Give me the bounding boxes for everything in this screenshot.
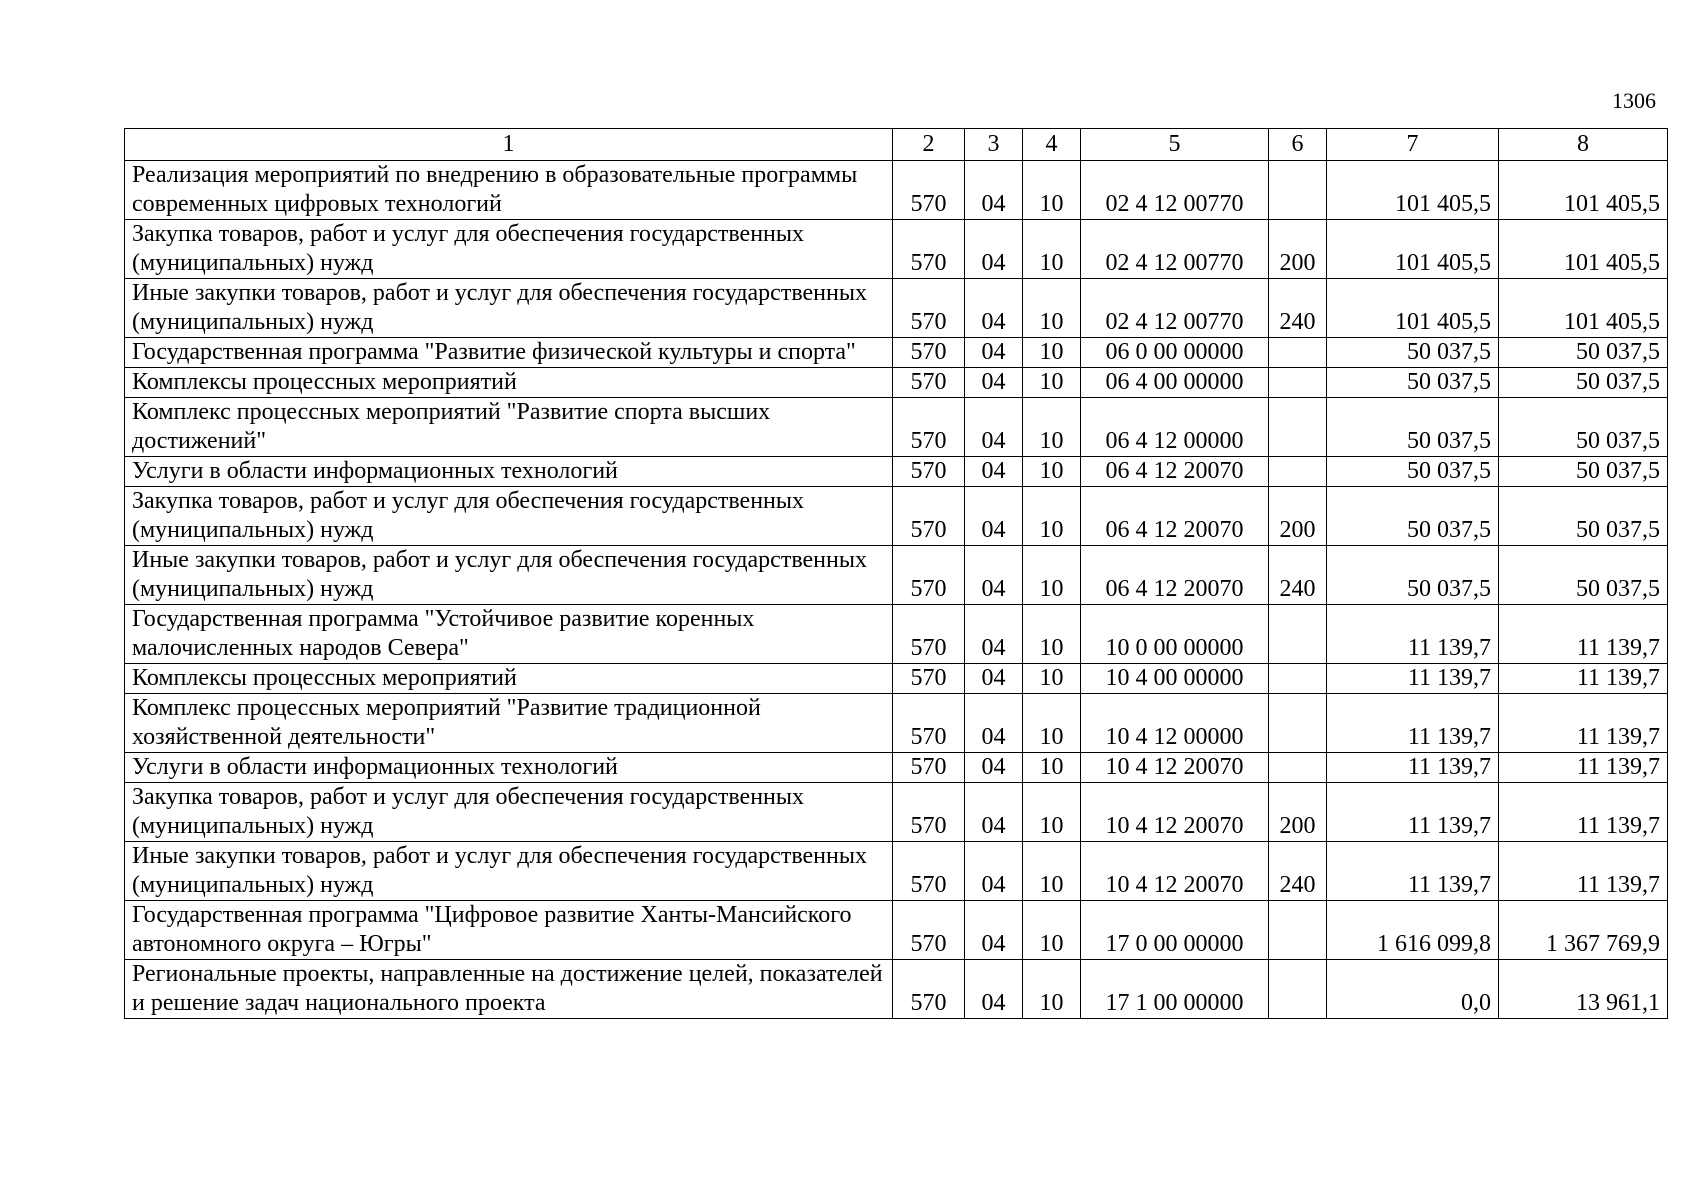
row-subsection: 10 [1023,220,1081,279]
row-target-article: 10 4 12 20070 [1081,783,1269,842]
row-section: 04 [965,753,1023,783]
row-amount-year-2: 13 961,1 [1499,960,1668,1019]
row-amount-year-1: 11 139,7 [1327,842,1499,901]
row-ministry-code: 570 [893,605,965,664]
header-col-2: 2 [893,129,965,161]
row-subsection: 10 [1023,368,1081,398]
row-subsection: 10 [1023,279,1081,338]
header-row [125,129,1668,161]
row-description: Региональные проекты, направленные на достижение целей, показателей и решение задач национального проекта [125,960,893,1019]
row-section: 04 [965,279,1023,338]
table-row [125,368,1668,398]
table-row [125,487,1668,546]
row-description: Комплекс процессных мероприятий "Развитие спорта высших достижений" [125,398,893,457]
row-expense-type [1269,161,1327,220]
row-subsection: 10 [1023,605,1081,664]
row-description: Комплекс процессных мероприятий "Развитие традиционной хозяйственной деятельности" [125,694,893,753]
row-amount-year-2: 11 139,7 [1499,783,1668,842]
row-amount-year-2: 50 037,5 [1499,338,1668,368]
row-description: Услуги в области информационных технологий [125,753,893,783]
row-ministry-code: 570 [893,960,965,1019]
row-ministry-code: 570 [893,368,965,398]
row-amount-year-2: 11 139,7 [1499,605,1668,664]
row-ministry-code: 570 [893,753,965,783]
row-subsection: 10 [1023,960,1081,1019]
row-amount-year-2: 50 037,5 [1499,487,1668,546]
row-subsection: 10 [1023,842,1081,901]
row-amount-year-1: 11 139,7 [1327,605,1499,664]
row-amount-year-2: 101 405,5 [1499,220,1668,279]
table-row [125,901,1668,960]
row-target-article: 10 4 12 20070 [1081,753,1269,783]
row-amount-year-1: 0,0 [1327,960,1499,1019]
row-subsection: 10 [1023,664,1081,694]
row-subsection: 10 [1023,546,1081,605]
row-amount-year-2: 11 139,7 [1499,842,1668,901]
row-ministry-code: 570 [893,487,965,546]
row-expense-type [1269,338,1327,368]
row-target-article: 17 0 00 00000 [1081,901,1269,960]
row-section: 04 [965,960,1023,1019]
row-target-article: 10 0 00 00000 [1081,605,1269,664]
row-expense-type: 240 [1269,279,1327,338]
row-expense-type [1269,960,1327,1019]
row-section: 04 [965,664,1023,694]
row-description: Услуги в области информационных технологий [125,457,893,487]
row-amount-year-2: 101 405,5 [1499,161,1668,220]
row-section: 04 [965,220,1023,279]
row-amount-year-2: 50 037,5 [1499,368,1668,398]
header-col-8: 8 [1499,129,1668,161]
row-target-article: 06 4 12 00000 [1081,398,1269,457]
row-subsection: 10 [1023,338,1081,368]
row-expense-type [1269,664,1327,694]
row-ministry-code: 570 [893,220,965,279]
row-ministry-code: 570 [893,457,965,487]
row-amount-year-1: 50 037,5 [1327,487,1499,546]
row-amount-year-1: 101 405,5 [1327,279,1499,338]
row-expense-type: 240 [1269,546,1327,605]
row-expense-type: 200 [1269,220,1327,279]
row-section: 04 [965,487,1023,546]
row-subsection: 10 [1023,398,1081,457]
table-row [125,546,1668,605]
row-subsection: 10 [1023,457,1081,487]
row-amount-year-1: 11 139,7 [1327,783,1499,842]
row-target-article: 02 4 12 00770 [1081,161,1269,220]
table-row [125,161,1668,220]
header-col-6: 6 [1269,129,1327,161]
budget-table [124,128,1668,1019]
row-amount-year-2: 50 037,5 [1499,457,1668,487]
table-row [125,220,1668,279]
row-section: 04 [965,398,1023,457]
row-description: Закупка товаров, работ и услуг для обеспечения государственных (муниципальных) нужд [125,487,893,546]
header-col-4: 4 [1023,129,1081,161]
table-row [125,960,1668,1019]
row-target-article: 10 4 12 00000 [1081,694,1269,753]
row-description: Государственная программа "Устойчивое развитие коренных малочисленных народов Севера" [125,605,893,664]
row-target-article: 02 4 12 00770 [1081,220,1269,279]
row-section: 04 [965,457,1023,487]
row-amount-year-1: 11 139,7 [1327,694,1499,753]
table-row [125,783,1668,842]
row-amount-year-2: 1 367 769,9 [1499,901,1668,960]
row-expense-type [1269,694,1327,753]
row-subsection: 10 [1023,753,1081,783]
row-target-article: 02 4 12 00770 [1081,279,1269,338]
row-amount-year-2: 101 405,5 [1499,279,1668,338]
row-section: 04 [965,605,1023,664]
row-target-article: 06 4 12 20070 [1081,546,1269,605]
header-col-3: 3 [965,129,1023,161]
row-expense-type: 200 [1269,487,1327,546]
row-ministry-code: 570 [893,279,965,338]
header-col-1: 1 [125,129,893,161]
row-expense-type [1269,901,1327,960]
row-target-article: 06 4 00 00000 [1081,368,1269,398]
row-section: 04 [965,546,1023,605]
table-header [125,129,1668,161]
row-ministry-code: 570 [893,161,965,220]
row-section: 04 [965,783,1023,842]
row-section: 04 [965,842,1023,901]
row-expense-type: 200 [1269,783,1327,842]
row-amount-year-1: 11 139,7 [1327,753,1499,783]
row-amount-year-1: 1 616 099,8 [1327,901,1499,960]
row-ministry-code: 570 [893,901,965,960]
row-expense-type [1269,457,1327,487]
row-amount-year-1: 50 037,5 [1327,457,1499,487]
row-ministry-code: 570 [893,842,965,901]
row-amount-year-2: 11 139,7 [1499,753,1668,783]
row-target-article: 17 1 00 00000 [1081,960,1269,1019]
row-target-article: 10 4 00 00000 [1081,664,1269,694]
row-amount-year-1: 11 139,7 [1327,664,1499,694]
row-target-article: 10 4 12 20070 [1081,842,1269,901]
table-row [125,842,1668,901]
row-amount-year-1: 50 037,5 [1327,546,1499,605]
row-subsection: 10 [1023,901,1081,960]
row-subsection: 10 [1023,161,1081,220]
row-description: Реализация мероприятий по внедрению в образовательные программы современных цифровых технологий [125,161,893,220]
row-target-article: 06 0 00 00000 [1081,338,1269,368]
row-amount-year-1: 50 037,5 [1327,368,1499,398]
row-ministry-code: 570 [893,664,965,694]
row-amount-year-2: 11 139,7 [1499,664,1668,694]
row-section: 04 [965,694,1023,753]
row-ministry-code: 570 [893,398,965,457]
row-description: Государственная программа "Цифровое развитие Ханты-Мансийского автономного округа – Югры" [125,901,893,960]
table-row [125,664,1668,694]
row-section: 04 [965,161,1023,220]
row-amount-year-1: 101 405,5 [1327,220,1499,279]
table-body [125,161,1668,1019]
row-ministry-code: 570 [893,546,965,605]
row-description: Иные закупки товаров, работ и услуг для обеспечения государственных (муниципальных) нужд [125,842,893,901]
row-ministry-code: 570 [893,338,965,368]
table-row [125,398,1668,457]
row-amount-year-2: 50 037,5 [1499,546,1668,605]
page-number: 1306 [1612,88,1656,113]
row-description: Комплексы процессных мероприятий [125,368,893,398]
row-amount-year-2: 11 139,7 [1499,694,1668,753]
header-col-7: 7 [1327,129,1499,161]
row-ministry-code: 570 [893,783,965,842]
table-row [125,457,1668,487]
header-col-5: 5 [1081,129,1269,161]
row-target-article: 06 4 12 20070 [1081,487,1269,546]
table-row [125,605,1668,664]
row-amount-year-2: 50 037,5 [1499,398,1668,457]
row-description: Закупка товаров, работ и услуг для обеспечения государственных (муниципальных) нужд [125,783,893,842]
row-description: Закупка товаров, работ и услуг для обеспечения государственных (муниципальных) нужд [125,220,893,279]
row-section: 04 [965,901,1023,960]
row-expense-type [1269,605,1327,664]
row-subsection: 10 [1023,783,1081,842]
row-expense-type: 240 [1269,842,1327,901]
row-expense-type [1269,398,1327,457]
row-ministry-code: 570 [893,694,965,753]
table-row [125,279,1668,338]
row-amount-year-1: 50 037,5 [1327,338,1499,368]
row-description: Иные закупки товаров, работ и услуг для обеспечения государственных (муниципальных) нужд [125,546,893,605]
row-description: Комплексы процессных мероприятий [125,664,893,694]
row-description: Государственная программа "Развитие физической культуры и спорта" [125,338,893,368]
row-amount-year-1: 101 405,5 [1327,161,1499,220]
row-amount-year-1: 50 037,5 [1327,398,1499,457]
row-expense-type [1269,753,1327,783]
row-target-article: 06 4 12 20070 [1081,457,1269,487]
row-subsection: 10 [1023,694,1081,753]
row-section: 04 [965,368,1023,398]
row-subsection: 10 [1023,487,1081,546]
table-row [125,338,1668,368]
table-row [125,694,1668,753]
row-section: 04 [965,338,1023,368]
table-row [125,753,1668,783]
row-description: Иные закупки товаров, работ и услуг для обеспечения государственных (муниципальных) нужд [125,279,893,338]
row-expense-type [1269,368,1327,398]
